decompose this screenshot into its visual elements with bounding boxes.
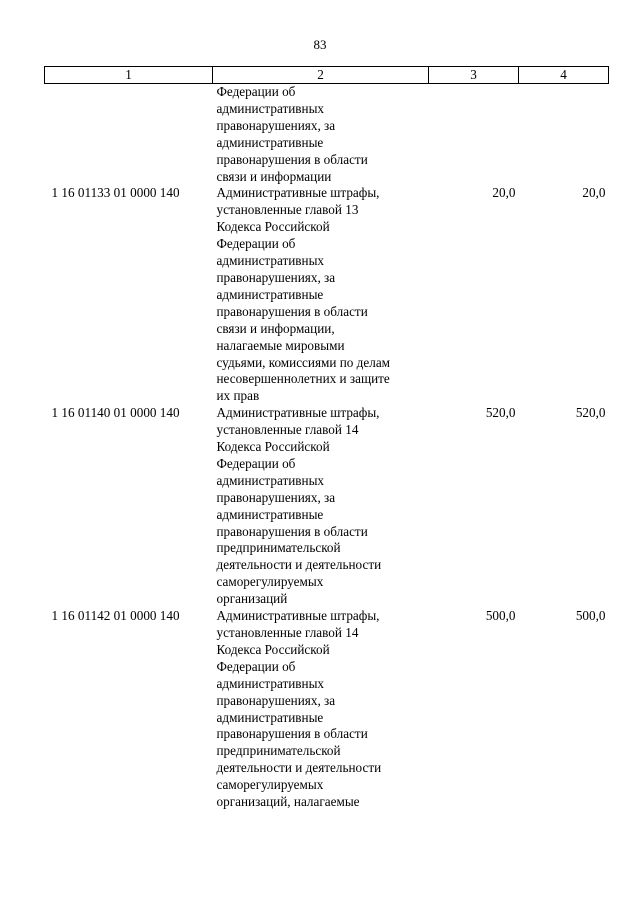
row-name-line: правонарушениях, за: [216, 117, 336, 133]
row-name-line: саморегулируемых: [216, 777, 324, 793]
row-name-line: Административные штрафы,: [216, 185, 380, 201]
header-col-4: 4: [519, 67, 609, 84]
row-name-line: деятельности и деятельности: [216, 760, 382, 776]
table-row: [45, 185, 609, 405]
row-name-line: Кодекса Российской: [216, 439, 330, 455]
row-name-line: административных: [216, 100, 325, 116]
row-name-line: правонарушениях, за: [216, 489, 336, 505]
row-name-line: Федерации об: [216, 236, 296, 252]
row-name-line: несовершеннолетних и защите: [216, 371, 390, 387]
table-row: [45, 405, 609, 608]
row-name-line: Административные штрафы,: [216, 608, 380, 624]
row-name-line: административных: [216, 675, 325, 691]
table-row: [45, 608, 609, 811]
header-row: [45, 67, 609, 84]
row-value-col-4: 20,0: [582, 185, 606, 201]
row-name-line: налагаемые мировыми: [216, 337, 345, 353]
row-name-line: установленные главой 14: [216, 422, 359, 438]
header-col-3: 3: [429, 67, 519, 84]
row-name-line: Федерации об: [216, 455, 296, 471]
table-header: [45, 67, 609, 84]
header-col-2: 2: [213, 67, 429, 84]
row-name-line: административных: [216, 472, 325, 488]
row-name-line: правонарушения в области: [216, 303, 368, 319]
row-name-line: административные: [216, 286, 324, 302]
row-name-line: предпринимательской: [216, 540, 341, 556]
row-code: 1 16 01142 01 0000 140: [51, 608, 180, 624]
row-name-line: установленные главой 13: [216, 202, 359, 218]
row-name-line: правонарушения в области: [216, 523, 368, 539]
row-name-line: правонарушения в области: [216, 151, 368, 167]
row-name: [213, 608, 429, 811]
row-name-line: саморегулируемых: [216, 574, 324, 590]
row-name-line: Кодекса Российской: [216, 219, 330, 235]
row-name-line: установленные главой 14: [216, 625, 359, 640]
row-code: 1 16 01133 01 0000 140: [51, 185, 180, 201]
row-value-col-4: 520,0: [575, 405, 606, 421]
row-name-line: организаций, налагаемые: [216, 794, 360, 810]
row-name-line: судьями, комиссиями по делам: [216, 354, 391, 370]
header-col-1: 1: [45, 67, 213, 84]
row-name-line: организаций: [216, 591, 288, 607]
row-name-line: административных: [216, 253, 325, 269]
row-value-col-3: 20,0: [492, 185, 516, 201]
page-number: 83: [313, 37, 327, 52]
row-value-col-4: [519, 84, 609, 186]
row-name-line: связи и информации: [216, 168, 332, 184]
row-name-line: Федерации об: [216, 84, 296, 99]
row-name-line: предпринимательской: [216, 743, 341, 759]
row-value-col-4: 500,0: [575, 608, 606, 624]
row-code: 1 16 01140 01 0000 140: [51, 405, 180, 421]
row-code: [45, 84, 213, 186]
row-name: [213, 405, 429, 608]
row-name-line: правонарушениях, за: [216, 692, 336, 708]
revenue-table: [44, 66, 609, 811]
row-value-col-3: 500,0: [485, 608, 516, 624]
row-name: [213, 84, 429, 186]
row-name-line: правонарушениях, за: [216, 269, 336, 285]
row-name-line: административные: [216, 709, 324, 725]
row-name-line: связи и информации,: [216, 320, 335, 336]
row-name-line: деятельности и деятельности: [216, 557, 382, 573]
row-name-line: их прав: [216, 388, 260, 404]
row-name-line: правонарушения в области: [216, 726, 368, 742]
row-value-col-3: 520,0: [485, 405, 516, 421]
table-body: [45, 84, 609, 811]
row-name-line: Административные штрафы,: [216, 405, 380, 421]
row-name: [213, 185, 429, 405]
row-name-line: административные: [216, 134, 324, 150]
row-value-col-3: [429, 84, 519, 186]
row-name-line: Кодекса Российской: [216, 641, 330, 657]
row-name-line: административные: [216, 506, 324, 522]
row-name-line: Федерации об: [216, 658, 296, 674]
table-row: [45, 84, 609, 186]
